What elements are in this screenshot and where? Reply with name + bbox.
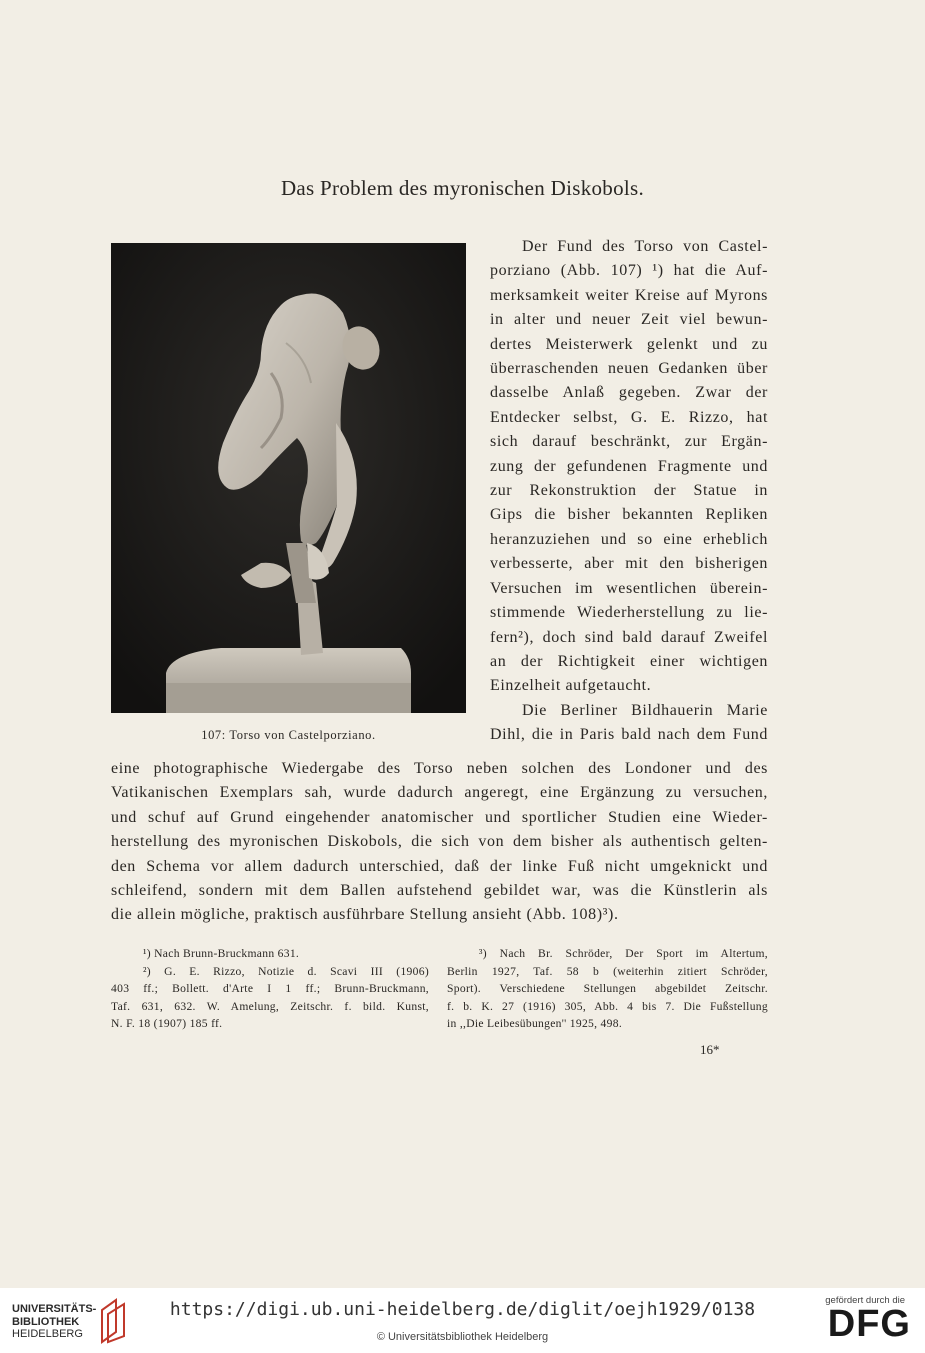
text-line: den Schema vor allem dadurch unterschied, daß der linke Fuß nicht umgeknickt und	[111, 857, 768, 875]
text-line: dasselbe Anlaß gegeben. Zwar der	[490, 384, 768, 402]
text-line: an der Richtigkeit einer wichtigen	[490, 652, 768, 670]
library-name-line: UNIVERSITÄTS-	[12, 1303, 97, 1315]
footnote-line: Taf. 631, 632. W. Amelung, Zeitschr. f. bild. Kunst,	[111, 999, 429, 1013]
viewer-footer	[0, 1288, 925, 1353]
footnote-line: Berlin 1927, Taf. 58 b (weiterhin zitiert Schröder,	[447, 964, 768, 978]
text-line: Versuchen im wesentlichen überein-	[490, 579, 768, 597]
text-line: herstellung des myronischen Diskobols, die sich von dem bisher als authentisch gelten-	[111, 833, 768, 851]
figure-photo-torso	[111, 243, 466, 713]
page-title: Das Problem des myronischen Diskobols.	[280, 176, 645, 200]
text-line: Einzelheit aufgetaucht.	[490, 677, 652, 695]
text-line: Dihl, die in Paris bald nach dem Fund	[490, 726, 768, 744]
text-line: Vatikanischen Exemplars sah, wurde dadurch angeregt, eine Ergänzung zu versuchen,	[111, 784, 768, 802]
footnote-line: ³) Nach Br. Schröder, Der Sport im Altertum,	[479, 947, 768, 960]
funding-label: gefördert durch die	[825, 1295, 905, 1306]
text-line: sich darauf beschränkt, zur Ergän-	[490, 433, 768, 451]
text-line: stimmende Wiederherstellung zu lie-	[490, 604, 768, 622]
footnote-line: in ,,Die Leibesübungen'' 1925, 498.	[447, 1017, 623, 1031]
page-number: 16*	[700, 1042, 720, 1057]
text-line: heranzuziehen und so eine erheblich	[490, 530, 768, 548]
footnote-line: N. F. 18 (1907) 185 ff.	[111, 1017, 223, 1031]
text-line: schleifend, sondern mit dem Ballen aufstehend gebildet war, was die Künstlerin als	[111, 882, 768, 900]
text-column-right	[490, 235, 768, 748]
text-line: merksamkeit weiter Kreise auf Myrons	[490, 286, 768, 304]
text-line: Gips die bisher bekannten Repliken	[490, 506, 768, 524]
footnotes-right	[447, 945, 768, 1033]
permalink-url[interactable]: https://digi.ub.uni-heidelberg.de/diglit/oejh1929/0138	[169, 1299, 756, 1320]
footnote-line: 403 ff.; Bollett. d'Arte I 1 ff.; Brunn-Bruckmann,	[111, 982, 429, 996]
library-name-line: HEIDELBERG	[12, 1328, 83, 1341]
footnote-line: ¹) Nach Brunn-Bruckmann 631.	[143, 947, 300, 960]
footnotes-left	[111, 945, 429, 1033]
text-line: zur Rekonstruktion der Statue in	[490, 482, 768, 500]
text-line: eine photographische Wiedergabe des Torso neben solchen des Londoner und des	[111, 760, 768, 777]
footnote-line: Sport). Verschiedene Stellungen abgebildet Zeitschr.	[447, 982, 768, 996]
text-line: überraschenden neuen Gedanken über	[490, 360, 768, 378]
footnote-line: f. b. K. 27 (1916) 305, Abb. 4 bis 7. Die Fußstellung	[447, 999, 768, 1013]
text-line: porziano (Abb. 107) ¹) hat die Auf-	[490, 262, 768, 280]
text-full-width	[111, 757, 768, 928]
text-line: die allein mögliche, praktisch ausführbare Stellung ansieht (Abb. 108)³).	[111, 906, 619, 924]
copyright-notice: © Universitätsbibliothek Heidelberg	[376, 1331, 549, 1343]
text-line: Der Fund des Torso von Castel-	[522, 238, 768, 255]
text-line: Die Berliner Bildhauerin Marie	[522, 701, 768, 719]
text-line: Entdecker selbst, G. E. Rizzo, hat	[490, 408, 768, 426]
footnote-line: ²) G. E. Rizzo, Notizie d. Scavi III (1906)	[143, 964, 429, 978]
text-line: verbesserte, aber mit den bisherigen	[490, 555, 768, 573]
text-line: dertes Meisterwerk gelenkt und zu	[490, 335, 768, 353]
torso-sculpture-image	[111, 243, 466, 713]
library-name-line: BIBLIOTHEK	[12, 1315, 80, 1328]
figure-caption: 107: Torso von Castelporziano.	[201, 728, 376, 742]
text-line: in alter und neuer Zeit viel bewun-	[490, 311, 768, 329]
text-line: und schuf auf Grund eingehender anatomischer und sportlicher Studien eine Wieder-	[111, 808, 768, 826]
dfg-logo[interactable]: DFG	[827, 1303, 911, 1345]
text-line: fern²), doch sind bald darauf Zweifel	[490, 628, 768, 646]
text-line: zung der gefundenen Fragmente und	[490, 457, 768, 475]
